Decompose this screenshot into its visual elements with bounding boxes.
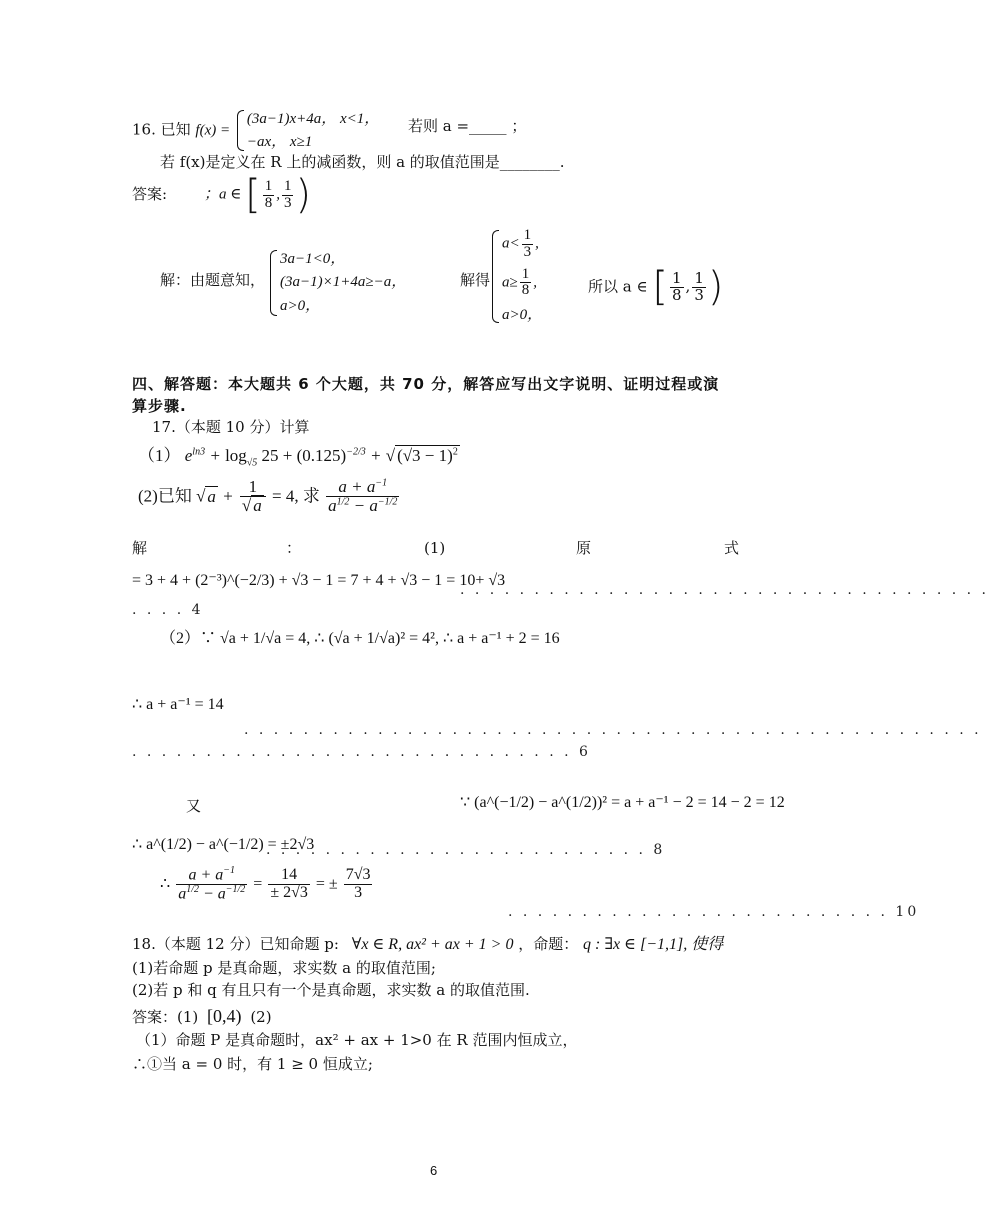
section4-title-line2: 算步骤. xyxy=(132,397,187,415)
q17-sol-1: (1) xyxy=(424,539,446,557)
q16-sol-then: 解得 xyxy=(460,271,491,289)
q18-answer-label: 答案：(1) xyxy=(132,1008,199,1026)
q16-answer-frac2: $\frac{1}{3}$ xyxy=(283,177,292,211)
q18-sol1: （1）命题 P 是真命题时，ax² + ax + 1>0 在 R 范围内恒成立， xyxy=(136,1031,578,1049)
q17-score6: . . . . . . . . . . . . . . . . . . . . . . . . . . . . . . 6 xyxy=(132,744,591,760)
q16-sol-case1: 3a−1<0， xyxy=(280,251,346,267)
q17-sol-yuan: 原 xyxy=(576,539,592,557)
q17-you: 又 xyxy=(186,797,202,815)
q16-fx: f(x) = xyxy=(195,122,231,139)
q18-answer2: (2) xyxy=(250,1008,272,1026)
q18-header: 18.（本题 12 分）已知命题 p: xyxy=(132,935,339,953)
q16-sol-case3: a>0， xyxy=(280,297,321,314)
q16-case2: −ax， x≥1 xyxy=(246,133,313,150)
q16-sol-so: 所以 a ∈ [ $\frac{1}{8}$ , $\frac{1}{3}$ ) xyxy=(588,264,724,310)
q17-sol-line: = 3 + 4 + (2⁻³)^(−2/3) + √3 − 1 = 7 + 4 + √3 − 1 = 10+ √3 xyxy=(132,572,506,589)
q16-sol-so-text: 所以 a ∈ xyxy=(588,277,648,296)
q16-prefix: 16. 已知 xyxy=(132,120,196,139)
q16-case1: (3a−1)x+4a， x<1， xyxy=(246,111,380,127)
q17-sol-shi: 式 xyxy=(724,539,740,557)
q17-you-eq: ∵ (a^(−1/2) − a^(1/2))² = a + a⁻¹ − 2 = 14 − 2 = 12 xyxy=(460,794,785,811)
q17-part2: (2)已知 √ a + $\frac{1}{√ a}$ = 4, 求 $\frac{a + a^{-1}}{a^{1/2} - a^{-1/2}}$ xyxy=(138,477,398,515)
q17-dots-b: . . . . . . . . . . . . . . . . . . . . . . . . . . . . . . . . . . . . . . . . . . . . . . . . . . xyxy=(244,722,982,738)
q18-p-expr: ∀x ∈ R, ax² + ax + 1 > 0 xyxy=(351,936,514,953)
q17-score4: . . . . 4 xyxy=(132,602,204,618)
q18-answer xyxy=(132,1006,272,1027)
q16-statement xyxy=(132,108,379,153)
q16-answer: ；a ∈ [ $\frac{1}{8}$ , $\frac{1}{3}$ ) xyxy=(204,172,312,218)
q17-header: 17.（本题 10 分）计算 xyxy=(152,418,310,436)
q16-answer-math: ；a ∈ xyxy=(204,186,242,203)
q17-line8: ∴ a^(1/2) − a^(−1/2) = ±2√3 xyxy=(132,836,315,853)
q17-dots-a: . . . . . . . . . . . . . . . . . . . . . . . . . . . . . . . . . . . . xyxy=(460,582,989,598)
section4-title-line1: 四、解答题：本大题共 6 个大题，共 70 分，解答应写出文字说明、证明过程或演 xyxy=(132,375,720,393)
q18-sol2: ∴①当 a = 0 时，有 1 ≥ 0 恒成立; xyxy=(132,1055,373,1073)
q17-p2-mid: = 4, 求 xyxy=(272,486,320,506)
q17-final: ∴ $\frac{a + a^{-1}}{a^{1/2} - a^{-1/2}}$ = $\frac{14}{\pm 2√3}$ = ± $\frac{7√3}{3}$ xyxy=(160,865,371,903)
q17-p1-label: （1） xyxy=(138,446,181,465)
q16-answer-label: 答案: xyxy=(132,185,168,203)
q17-score10: . . . . . . . . . . . . . . . . . . . . . . . . . . 10 xyxy=(508,904,920,920)
q17-part1: （1） $e^{ln3} + \log_{√5} 25 + (0.125)^{-2/3}$ + √ $(√3 - 1)^2$ xyxy=(138,446,458,469)
q17-p2-label: (2)已知 xyxy=(138,486,192,506)
q16-sol-result: a< $\frac{1}{3}$ , a≥ $\frac{1}{8}$ , a>0， xyxy=(490,228,542,325)
q17-score8: . . . . . . . . . . . . . . . . . . . . . . . . . . 8 xyxy=(266,842,666,858)
q16-suffix: 若则 a =_____ ； xyxy=(408,117,527,135)
q18-item1: (1)若命题 p 是真命题，求实数 a 的取值范围; xyxy=(132,959,436,977)
q18-q-expr: q : ∃x ∈ [−1,1], 使得 xyxy=(583,936,724,953)
q18-answer-interval: [0,4) xyxy=(207,1006,242,1026)
q16-sol-label: 解：由题意知， xyxy=(160,271,266,289)
q16-sol-case2: (3a−1)×1+4a≥−a， xyxy=(280,274,407,291)
q18-mid: ，命题： xyxy=(518,935,579,953)
q17-sol-jie: 解 xyxy=(132,539,148,557)
q17-sol-colon: ： xyxy=(286,539,302,557)
q18-item2: (2)若 p 和 q 有且只有一个是真命题，求实数 a 的取值范围. xyxy=(132,981,530,999)
q16-piecewise xyxy=(235,108,379,153)
q16-sol-system xyxy=(268,248,406,318)
q17-p2-sol: （2）∵ √a + 1/√a = 4, ∴ (√a + 1/√a)² = 4², ∴ a + a⁻¹ + 2 = 16 xyxy=(160,630,560,647)
q17-therefore: ∴ a + a⁻¹ = 14 xyxy=(132,696,224,713)
q18-statement xyxy=(132,936,723,954)
q16-sol-r3: a>0， xyxy=(502,307,543,323)
page-number: 6 xyxy=(430,1163,438,1178)
q16-answer-frac1: $\frac{1}{8}$ xyxy=(264,177,273,211)
q16-line2: 若 f(x)是定义在 R 上的减函数，则 a 的取值范围是________. xyxy=(160,153,565,171)
